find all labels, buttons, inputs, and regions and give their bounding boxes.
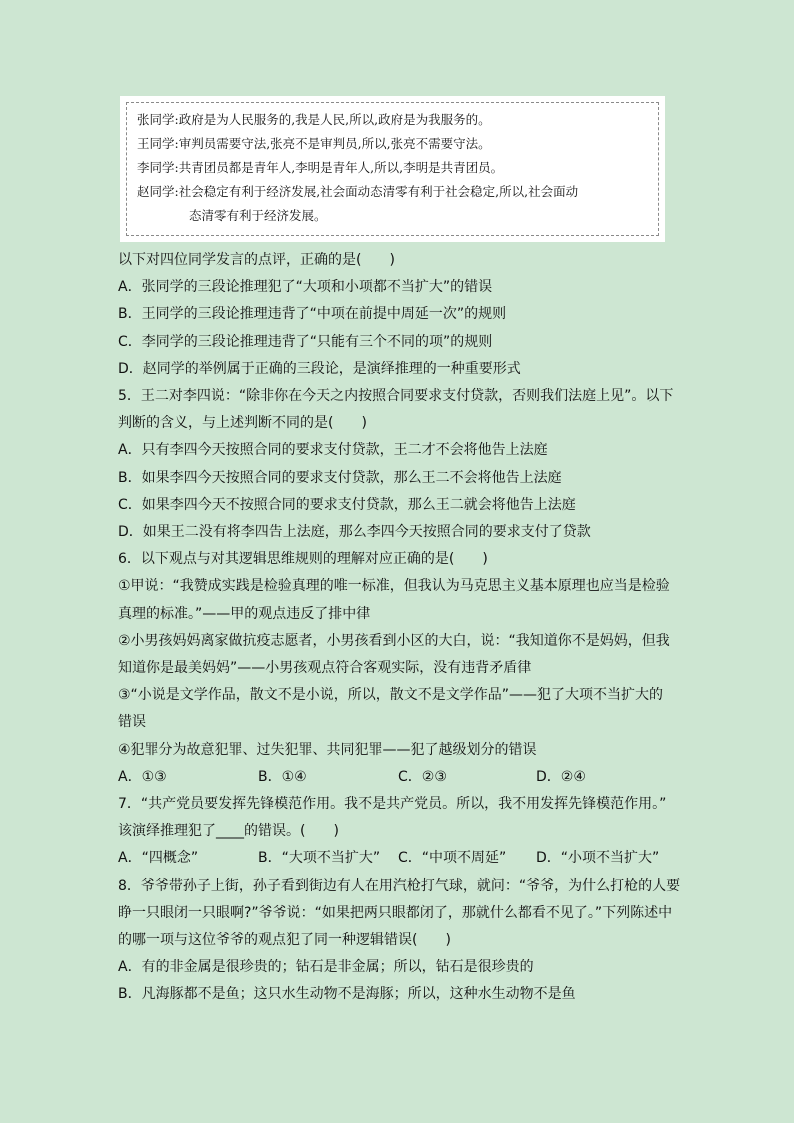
q6-item1-line1: ①甲说：“我赞成实践是检验真理的唯一标准，但我认为马克思主义基本原理也应当是检验	[118, 578, 670, 595]
q6-option-b: B．①④	[258, 768, 307, 785]
q7-stem-line1: 7．“共产党员要发挥先锋模范作用。我不是共产党员。所以，我不用发挥先锋模范作用。”	[118, 796, 667, 813]
statement-zhao-cont: 态清零有利于经济发展。	[189, 208, 327, 223]
q6-stem: 6．以下观点与对其逻辑思维规则的理解对应正确的是( )	[118, 551, 488, 568]
q6-item4: ④犯罪分为故意犯罪、过失犯罪、共同犯罪——犯了越级划分的错误	[118, 741, 537, 758]
q6-item2-line1: ②小男孩妈妈离家做抗疫志愿者，小男孩看到小区的大白，说：“我知道你不是妈妈，但我	[118, 632, 670, 649]
q5-option-c: C．如果李四今天不按照合同的要求支付贷款，那么王二就会将他告上法庭	[118, 496, 576, 513]
q5-option-b: B．如果李四今天按照合同的要求支付贷款，那么王二不会将他告上法庭	[118, 469, 562, 486]
q8-option-b: B．凡海豚都不是鱼；这只水生动物不是海豚；所以，这种水生动物不是鱼	[118, 986, 576, 1003]
student-statements-border	[126, 102, 659, 236]
q5-option-d: D．如果王二没有将李四告上法庭，那么李四今天按照合同的要求支付了贷款	[118, 524, 591, 541]
q7-option-b: B．“大项不当扩大”	[258, 850, 381, 867]
statement-li: 李同学:共青团员都是青年人,李明是青年人,所以,李明是共青团员。	[137, 160, 504, 175]
q6-options	[118, 764, 678, 791]
q7-option-c: C．“中项不周延”	[398, 850, 507, 867]
q7-option-d: D．“小项不当扩大”	[536, 850, 660, 867]
q8-stem-line3: 的哪一项与这位爷爷的观点犯了同一种逻辑错误( )	[118, 932, 451, 949]
q5-option-a: A．只有李四今天按照合同的要求支付贷款，王二才不会将他告上法庭	[118, 442, 548, 459]
q6-item2-line2: 知道你是最美妈妈”——小男孩观点符合客观实际，没有违背矛盾律	[118, 660, 532, 677]
q7-stem-line2: 该演绎推理犯了____的错误。( )	[118, 823, 339, 840]
q5-stem-line2: 判断的含义，与上述判断不同的是( )	[118, 415, 367, 432]
q6-option-c: C．②③	[398, 768, 447, 785]
q8-option-a: A．有的非金属是很珍贵的；钻石是非金属；所以，钻石是很珍贵的	[118, 959, 534, 976]
student-statements-box	[120, 96, 665, 242]
statement-zhang: 张同学:政府是为人民服务的,我是人民,所以,政府是为我服务的。	[137, 112, 491, 127]
q4-option-b: B．王同学的三段论推理违背了“中项在前提中周延一次”的规则	[118, 306, 507, 323]
q5-stem-line1: 5．王二对李四说：“除非你在今天之内按照合同要求支付贷款，否则我们法庭上见”。以下	[118, 388, 674, 405]
question-body	[118, 247, 681, 1009]
q6-item3-line1: ③“小说是文学作品，散文不是小说，所以，散文不是文学作品”——犯了大项不当扩大的	[118, 687, 664, 704]
q6-item3-line2: 错误	[118, 714, 146, 731]
q4-option-c: C．李同学的三段论推理违背了“只能有三个不同的项”的规则	[118, 333, 493, 350]
q4-option-d: D．赵同学的举例属于正确的三段论，是演绎推理的一种重要形式	[118, 360, 521, 377]
q4-stem: 以下对四位同学发言的点评，正确的是( )	[118, 252, 395, 268]
q6-item1-line2: 真理的标准。”——甲的观点违反了排中律	[118, 605, 371, 622]
q6-option-d: D．②④	[536, 768, 586, 785]
q4-option-a: A．张同学的三段论推理犯了“大项和小项都不当扩大”的错误	[118, 279, 493, 296]
q8-stem-line2: 睁一只眼闭一只眼啊?”爷爷说：“如果把两只眼都闭了，那就什么都看不见了。”下列陈述中	[118, 904, 673, 921]
q6-option-a: A．①③	[118, 768, 167, 785]
statement-wang: 王同学:审判员需要守法,张亮不是审判员,所以,张亮不需要守法。	[137, 136, 491, 151]
q8-stem-line1: 8．爷爷带孙子上街，孙子看到街边有人在用汽枪打气球，就问：“爷爷，为什么打枪的人要	[118, 877, 681, 894]
q7-option-a: A．“四概念”	[118, 850, 199, 867]
statement-zhao: 赵同学:社会稳定有利于经济发展,社会面动态清零有利于社会稳定,所以,社会面动	[137, 184, 579, 199]
q7-options	[118, 845, 678, 872]
